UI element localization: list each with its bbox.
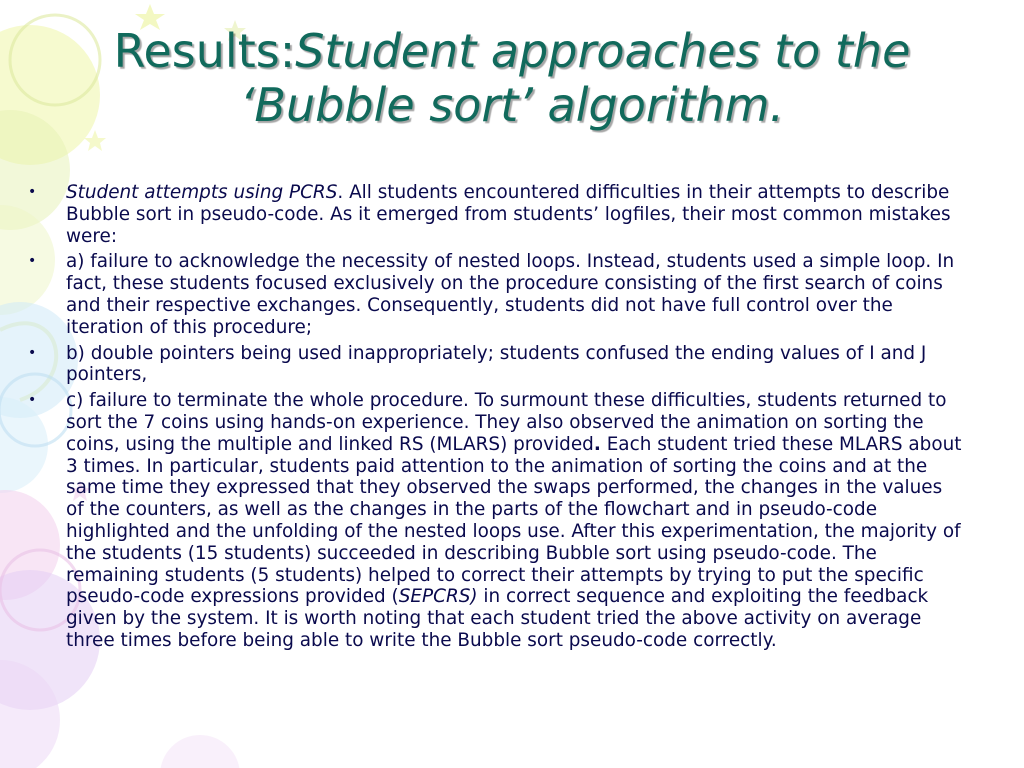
bullet-item: [28, 251, 964, 338]
bullet-item: [28, 343, 964, 387]
bullet-item: [28, 182, 964, 247]
bullet-dot: •: [28, 184, 37, 200]
title-prefix: Results:: [113, 24, 296, 78]
bullet-bold-period: .: [593, 433, 601, 455]
bullet-italic-term: SEPCRS): [398, 586, 478, 608]
bullet-text: a) failure to acknowledge the necessity of nested loops. Instead, students used a simple loop. In fact, these students focused exclusively on the procedure consisting of the first search of coins and their respective exchanges. Consequently, students did not have full control over the iteration of this procedure;: [66, 251, 955, 338]
bullet-text: c) failure to terminate the whole procedure. To surmount these difficulties, students returned to sort the 7 coins using hands-on experience. They also observed the animation on sorting the coins, using the multiple and linked RS (MLARS) provided: [66, 390, 947, 455]
title-italic: Student approaches to the ‘Bubble sort’ algorithm.: [239, 24, 911, 132]
bullet-dot: •: [28, 253, 37, 270]
bullet-dot: •: [28, 392, 37, 409]
bullet-lead-italic: Student attempts using PCRS: [66, 182, 338, 203]
slide-title: [40, 24, 984, 132]
bullet-list: [28, 182, 964, 656]
bullet-text: in correct sequence and exploiting the feedback given by the system. It is worth noting that each student tried the above activity on average three times before being able to write the Bubble sort pseudo-code correctly.: [66, 586, 929, 651]
bullet-text: . All students encountered difficulties in their attempts to describe Bubble sort in pseudo-code. As it emerged from students’ logfiles, their most common mistakes were:: [66, 182, 951, 247]
bullet-text: b) double pointers being used inappropriately; students confused the ending values of I and J pointers,: [66, 342, 927, 386]
bullet-item: [28, 390, 964, 652]
bullet-text: Each student tried these MLARS about 3 times. In particular, students paid attention to the animation of sorting the coins and at the same time they expressed that they observed the swaps performed, the changes in the values of the counters, as well as the changes in the parts of the flowchart and in pseudo-code highlighted and the unfolding of the nested loops use. After this experimentation, the majority of the students (15 students) succeeded in describing Bubble sort using pseudo-code. The remaining students (5 students) helped to correct their attempts by trying to put the specific pseudo-code expressions provided (: [66, 433, 962, 608]
bullet-dot: •: [28, 344, 37, 361]
